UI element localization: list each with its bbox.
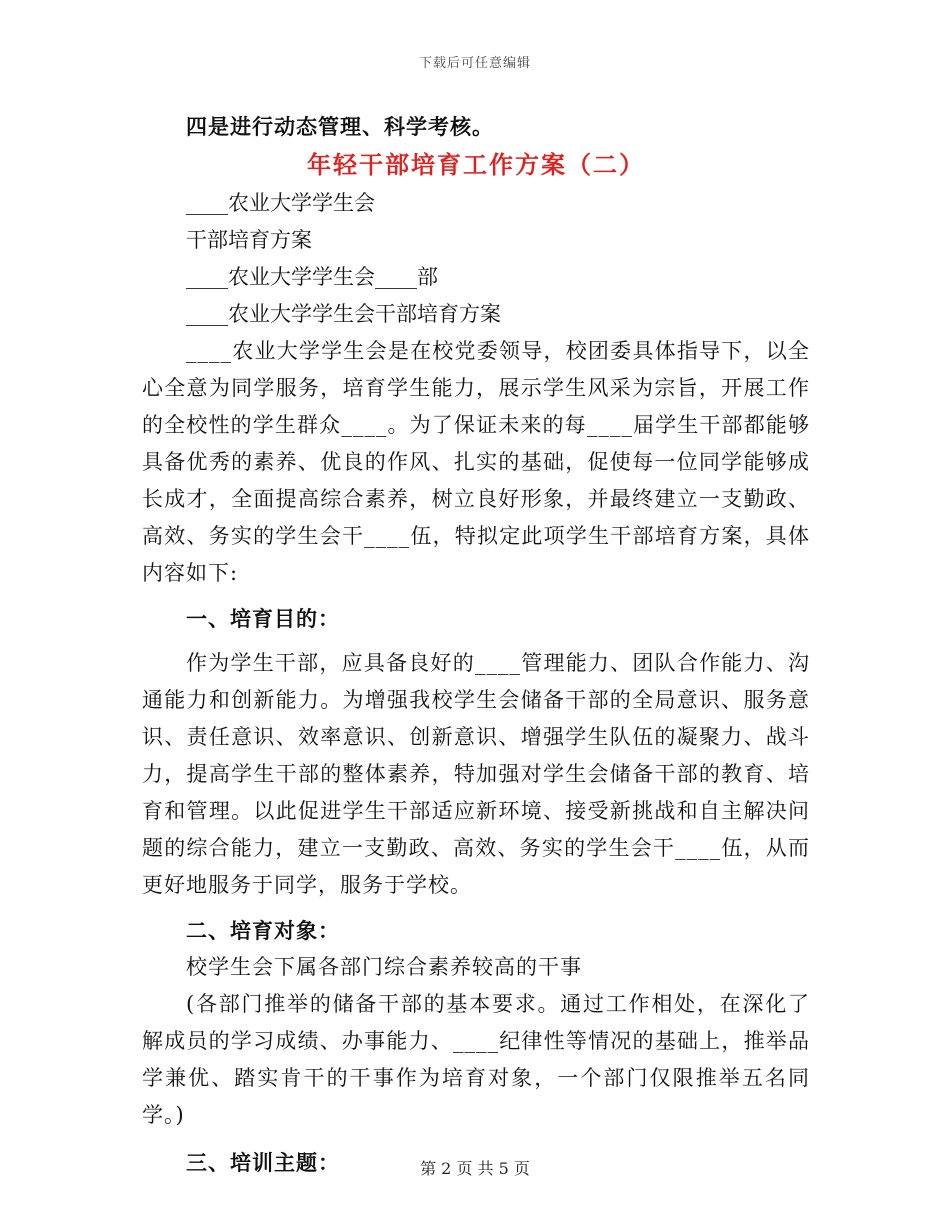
section-target-line: 校学生会下属各部门综合素养较高的干事 — [186, 955, 582, 979]
section-heading-purpose: 一、培育目的： — [186, 606, 340, 631]
spacer — [142, 637, 810, 645]
section-purpose-paragraph: 作为学生干部，应具备良好的____管理能力、团队合作能力、沟通能力和创新能力。为增强我校学生会储备干部的全局意识、服务意识、责任意识、效率意识、创新意识、增强学生队伍的凝聚力、战斗力，提高学生干部的整体素养，特加强对学生会储备干部的教育、培育和管理。以此促进学生干部适应新环境、接受新挑战和自主解决问题的综合能力，建立一支勤政、高效、务实的学生会干____伍，从而更好地服务于同学，服务于学校。 — [142, 651, 810, 897]
spacer — [142, 592, 810, 600]
section-heading-target: 二、培育对象： — [186, 918, 340, 943]
document-body — [142, 108, 810, 1181]
section-heading-theme: 三、培训主题： — [186, 1150, 340, 1175]
plan-name-line: 干部培育方案 — [186, 228, 312, 252]
intro-paragraph: ____农业大学学生会是在校党委领导，校团委具体指导下，以全心全意为同学服务，培育学生能力，展示学生风采为宗旨，开展工作的全校性的学生群众____。为了保证未来的每____届学生干部都能够具备优秀的素养、优良的作风、扎实的基础，促使每一位同学能够成长成才，全面提高综合素养，树立良好形象，并最终建立一支勤政、高效、务实的学生会干____伍，特拟定此项学生干部培育方案，具体内容如下: — [142, 339, 810, 585]
plan-full-title-line: ____农业大学学生会干部培育方案 — [186, 302, 501, 326]
spacer — [142, 904, 810, 912]
department-line: ____农业大学学生会____部 — [186, 265, 438, 289]
page-header-note: 下载后可任意编辑 — [418, 56, 531, 71]
spacer — [142, 1134, 810, 1144]
page-footer-pagination: 第 2 页 共 5 页 — [420, 1159, 530, 1178]
section-target-paragraph: (各部门推举的储备干部的基本要求。通过工作相处，在深化了解成员的学习成绩、办事能力、____纪律性等情况的基础上，推举品学兼优、踏实肯干的干事作为培育对象，一个部门仅限推举五名同学。) — [142, 992, 810, 1127]
lead-line: 四是进行动态管理、科学考核。 — [186, 114, 494, 139]
document-title: 年轻干部培育工作方案（二） — [307, 150, 645, 179]
org-line: ____农业大学学生会 — [186, 191, 375, 215]
